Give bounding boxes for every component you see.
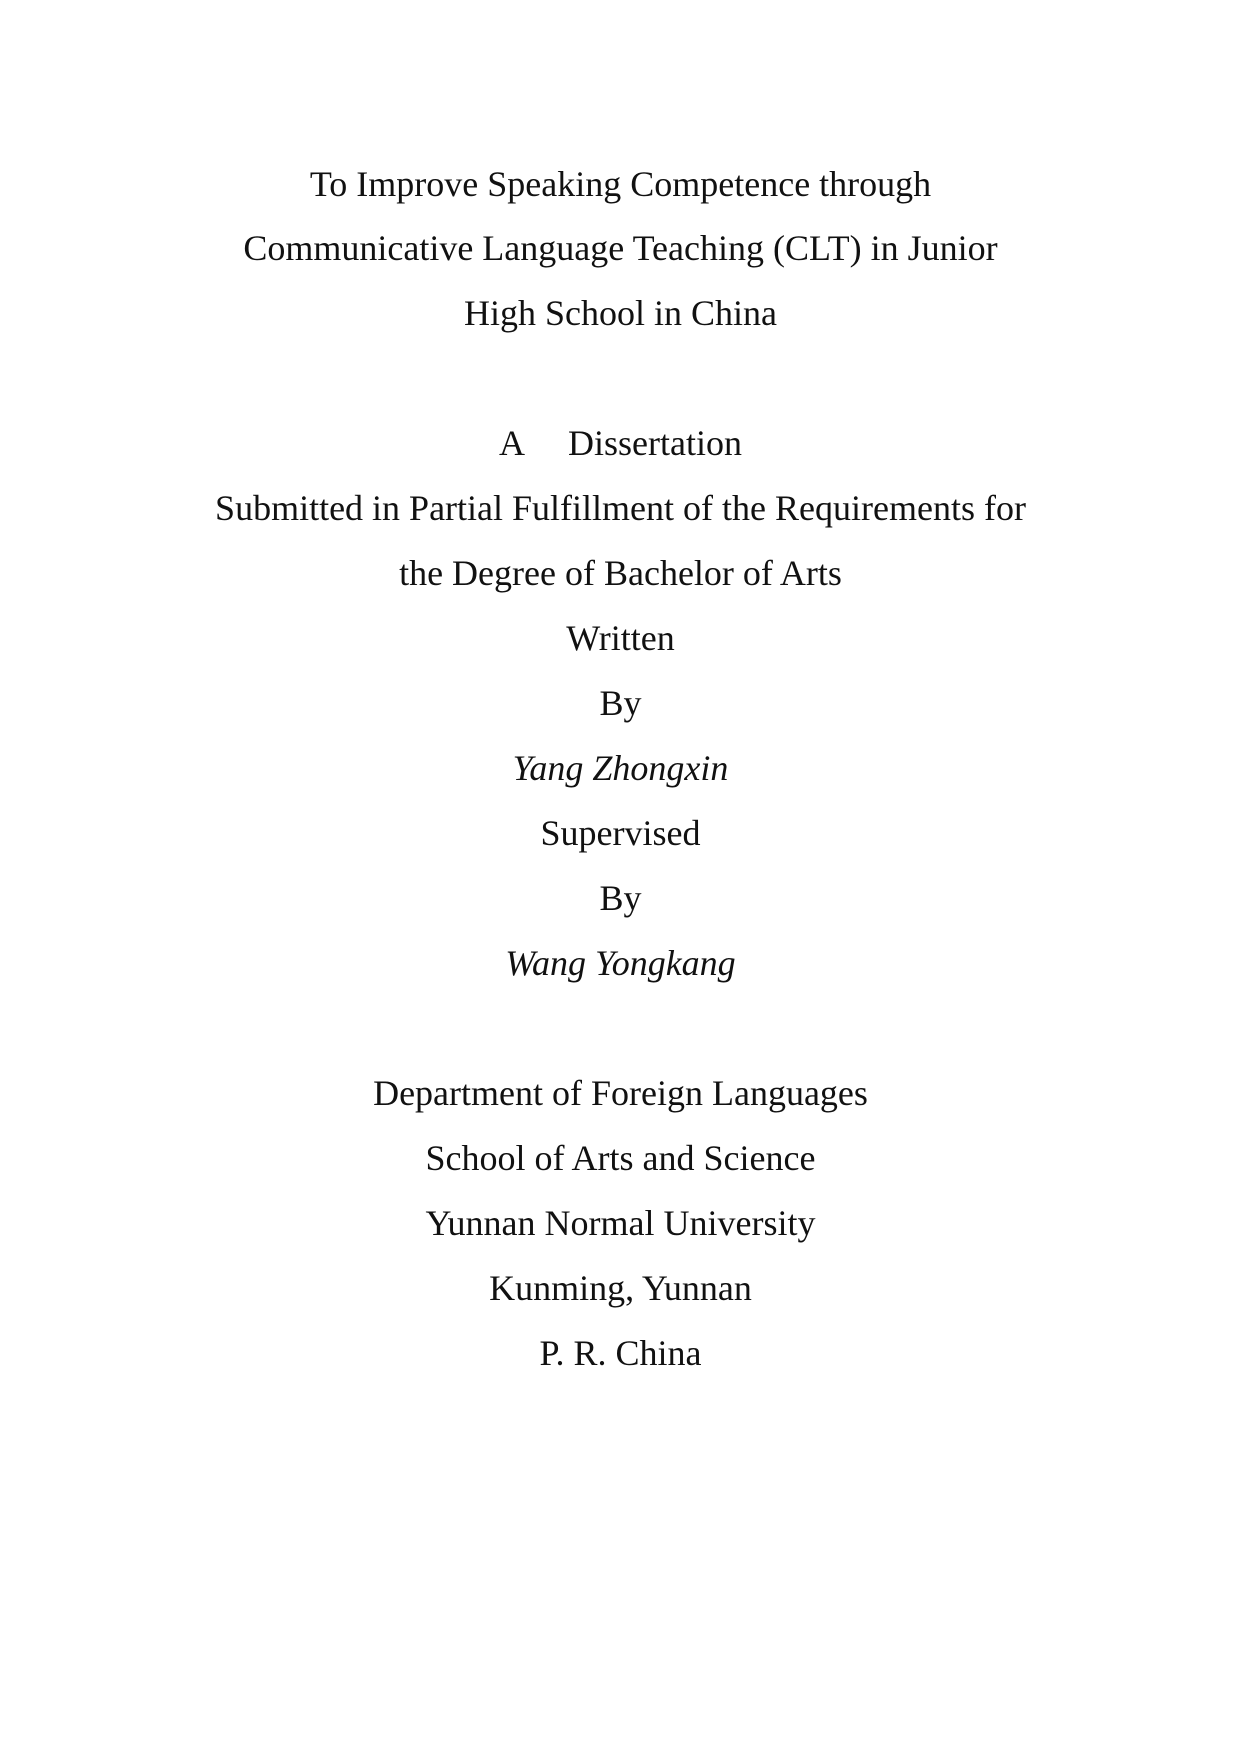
- by-label-author: By: [599, 683, 642, 723]
- supervised-label: Supervised: [540, 813, 701, 853]
- written-label: Written: [566, 618, 675, 658]
- country-name: P. R. China: [539, 1333, 702, 1373]
- submission-statement-line-1: Submitted in Partial Fulfillment of the Requirements for: [215, 488, 1026, 528]
- author-name: Yang Zhongxin: [512, 748, 729, 788]
- school-name: School of Arts and Science: [425, 1138, 816, 1178]
- submission-statement-line-2: the Degree of Bachelor of Arts: [399, 553, 842, 593]
- department-name: Department of Foreign Languages: [373, 1073, 868, 1113]
- by-label-supervisor: By: [599, 878, 642, 918]
- thesis-title-line-3: High School in China: [464, 293, 777, 333]
- city-name: Kunming, Yunnan: [489, 1268, 752, 1308]
- document-type: A Dissertation: [499, 423, 742, 463]
- university-name: Yunnan Normal University: [425, 1203, 816, 1243]
- supervisor-name: Wang Yongkang: [505, 943, 736, 983]
- thesis-title-line-2: Communicative Language Teaching (CLT) in Junior: [243, 228, 998, 268]
- thesis-title-line-1: To Improve Speaking Competence through: [309, 164, 932, 204]
